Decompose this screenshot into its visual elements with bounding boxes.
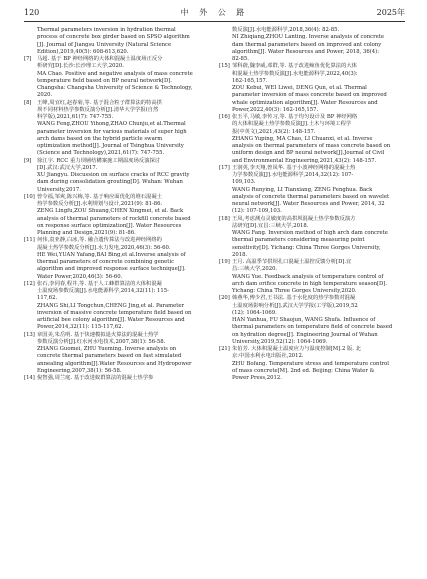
reference-text: 王润英,李天翔,曾凤华. 基于小波神经网络的混凝土热 力学参数反演[J].水电能源科学,2014,32(12): 107- 109,103. WANG Runying, LI Tianxiang, ZENG Fenghua. Back analysis of concrete thermal parameters based on wavelet neural network[J]. Water Resources and Power, 2014, 32 (12): 107-109,103. xyxy=(232,164,390,215)
header-rule xyxy=(24,21,405,22)
reference-entry xyxy=(24,194,210,238)
reference-text: 王峰,周宜红,赵春菊,等. 基于混合粒子群算法的特高拱 坝不同材料热学参数反演分析[J].清华大学学报(自然 科学版),2021,61(7): 747-755. WANG Feng,ZHOU Yihong,ZHAO Chunju,et al.Thermal parameter inversion for various materials of super high arch dams based on the hybrid particle swarm optimization method[J]. Journal of Tsinghua University (Science and Technology),2021,61(7): 747-755. xyxy=(37,99,187,157)
reference-text: 章国美,朱岳明. 基于快速模拟退火算法的混凝土热学 参数反演分析[J].红水河水电技术,2007,38(1): 56-58. ZHANG Guomei, ZHU Yueming. Inverse analysis on concrete thermal parameters based on fast simulated annealing algorithm[J].Water Resources and Hydropower Engineering,2007,38(1): 56-58. xyxy=(37,331,192,374)
reference-text: 张玉平,马敏,李传习,等. 基于均匀设计及 BP 神经网络 的大体积混凝土热学参数反演[J].土木与环境工程学 报(中英文),2021,43(2): 148-157. ZHANG Yuping, MA Chao, LI Chuanxi, et al. Inverse analysis on thermal parameters of mass concrete based on uniform design and BP neural network[J].Journal of Civil and Environmental Engineering,2021,43(2): 148-157. xyxy=(232,114,391,164)
reference-text: 王月. 高温季节拱坝孔口混凝土温控反馈分析[D].宜 昌:三峡大学,2020. WANG Yue. Feedback analysis of temperature control of arch dam orifice concrete in high temperature season[D]. Yichang: China Three Gorges University,2020. xyxy=(232,259,388,294)
reference-entry xyxy=(219,165,405,216)
reference-entry xyxy=(219,259,405,295)
reference-number: [8] xyxy=(24,99,32,106)
reference-number: [17] xyxy=(219,164,230,171)
reference-text: 马超. 基于 BP 神经网络的大体积混凝土温度场正反分 析研究[D].长沙:长沙理工大学,2020. MA Chao. Positive and negative analysis of mass concrete temperature field based on BP neural network[D]. Changsha: Changsha University of Science & Technology, 2020. xyxy=(37,56,193,99)
page-header xyxy=(24,6,405,20)
reference-text: Thermal parameters inversion in hydration thermal process of concrete box girder based on SPSO algorithm [J]. Journal of Jiangsu University (Natural Science Edition),2019,40(5): 608-613,620. xyxy=(37,27,190,55)
reference-number: [10] xyxy=(24,193,35,200)
reference-text: 邹科蔚,魏李威,邓群,等. 基于改进鲸鱼优化算法的大体 积混凝土热学参数反演[J].水电能源科学,2022,40(3): 162-165,157. ZOU Kebui, WEI Liwei, DENG Qun, et al. Thermal parameter inversion of mass concrete based on improved whale optimization algorithm[J]. Water Resources and Power,2022,40(3): 162-165,157. xyxy=(232,63,387,113)
reference-text: 张石,李同春,程井,等. 基于人工蜂群算法的大体积混凝 土温度场参数反演[J].水电能源科学,2014,32(11): 115- 117,62. ZHANG Shi,LI Tongchun,CHENG Jing,et al. Parameter inversion of massive concrete temperature field based on artificial bee colony algorithm[J]. Water Resources and Power,2014,32(11): 115-117,62. xyxy=(37,280,192,331)
reference-number: [21] xyxy=(219,346,230,352)
reference-number: [9] xyxy=(24,157,32,164)
reference-text: 朱伯芳. 大体积混凝土温度应力与温度控制[M].2 版. 北 京:中国水利水电出版社,2012. ZHU Bofang. Temperature stress and temperature control of mass concrete[M]. 2nd ed. Beijing: China Water & Power Press,2012. xyxy=(232,346,389,381)
reference-text: 数反演[J].水电能源科学,2018,36(4): 82-85. NI Zhiqiang,ZHOU Lanting. Inverse analysis of concrete dam thermal parameters based on improved ant colony algorithm[J]. Water Resources and Power, 2018, 36(4): 82-85. xyxy=(232,27,385,62)
reference-entry xyxy=(24,375,210,382)
reference-text: 曾令福,邹爽,陈兴梅,等. 基于响应面优化的堆石混凝土 热学参数反分析[J].水利规划与设计,2021(9): 81-86. ZENG Lingfu,ZOU Shuang,CHEN Xingmei, et al. Back analysis of thermal parameters of rockfill concrete based on response surface optimization[J]. Water Resources Planning and Design,2021(9): 81-86. xyxy=(37,193,191,236)
reference-entry xyxy=(24,237,210,281)
reference-entry xyxy=(219,63,405,114)
reference-number: [15] xyxy=(219,63,230,70)
reference-entry xyxy=(24,332,210,376)
reference-text: 王凤,考虑测点灵敏度的高拱坝混凝土热学参数反演方 法研究[D].宜昌:三峡大学,2018. WANG Fang. Inversion method of high arch dam concrete thermal parameters considering measuring point sensitivity[D]. Yichang: China Three Gorges University, 2018. xyxy=(232,215,388,258)
journal-title: 中 外 公 路 xyxy=(180,8,249,17)
references-left-column xyxy=(24,27,210,382)
publication-year: 2025年 xyxy=(376,8,405,17)
reference-entry xyxy=(24,56,210,100)
reference-text: 韩燕华,傅少君,王书法. 基于水化度的热学参数对混凝 土温度场影响分析[J].武汉大学学报(工学版),2019,52 (12): 1064-1069. HAN Yanhua, FU Shaojun, WANG Shufa. Influence of thermal parameters on temperature field of concrete based on hydration degree[J]. Engineering Journal of Wuhan University,2019,52(12): 1064-1069. xyxy=(232,295,393,345)
reference-text: 何伟,袁亚静,白冰,等. 融合遗传算法与改进神经网络的 混凝土热学参数反分析[J].水力发电,2020,46(3): 56-60. HE Wei,YUAN Yafang,BAI Bing,et al.Inverse analysis of thermal parameters of concrete combining genetic algorithm and improved response surface technique[J]. Water Power,2020,46(3): 56-60. xyxy=(37,237,186,280)
reference-number: [7] xyxy=(24,56,32,62)
reference-entry xyxy=(219,27,405,63)
reference-number: [20] xyxy=(219,295,230,302)
reference-entry xyxy=(219,295,405,346)
reference-entry xyxy=(219,216,405,260)
reference-number: [12] xyxy=(24,280,35,287)
reference-number: [19] xyxy=(219,259,230,265)
reference-number: [18] xyxy=(219,215,230,222)
reference-entry xyxy=(24,27,210,56)
reference-entry xyxy=(219,114,405,165)
references-right-column xyxy=(219,27,405,382)
reference-number: [13] xyxy=(24,331,35,338)
page-number: 120 xyxy=(24,8,40,17)
reference-entry xyxy=(24,158,210,194)
reference-number: [14] xyxy=(24,375,35,381)
reference-text: 倪智强,周兰庭. 基于改进蚁群算法的混凝土热学参 xyxy=(37,375,154,381)
reference-entry xyxy=(24,281,210,332)
reference-text: 徐江宇. RCC 重力坝層结構案施工期温度场反演探讨 [D].武汉:武汉大学,2017. XU Jiangyu. Discussion on surface cracks of RCC gravity dam during consolidation grouting[D]. Wuhan: Wuhan University,2017. xyxy=(37,157,190,193)
reference-entry xyxy=(24,100,210,158)
reference-number: [11] xyxy=(24,237,35,244)
reference-entry xyxy=(219,346,405,382)
reference-number: [16] xyxy=(219,114,230,120)
